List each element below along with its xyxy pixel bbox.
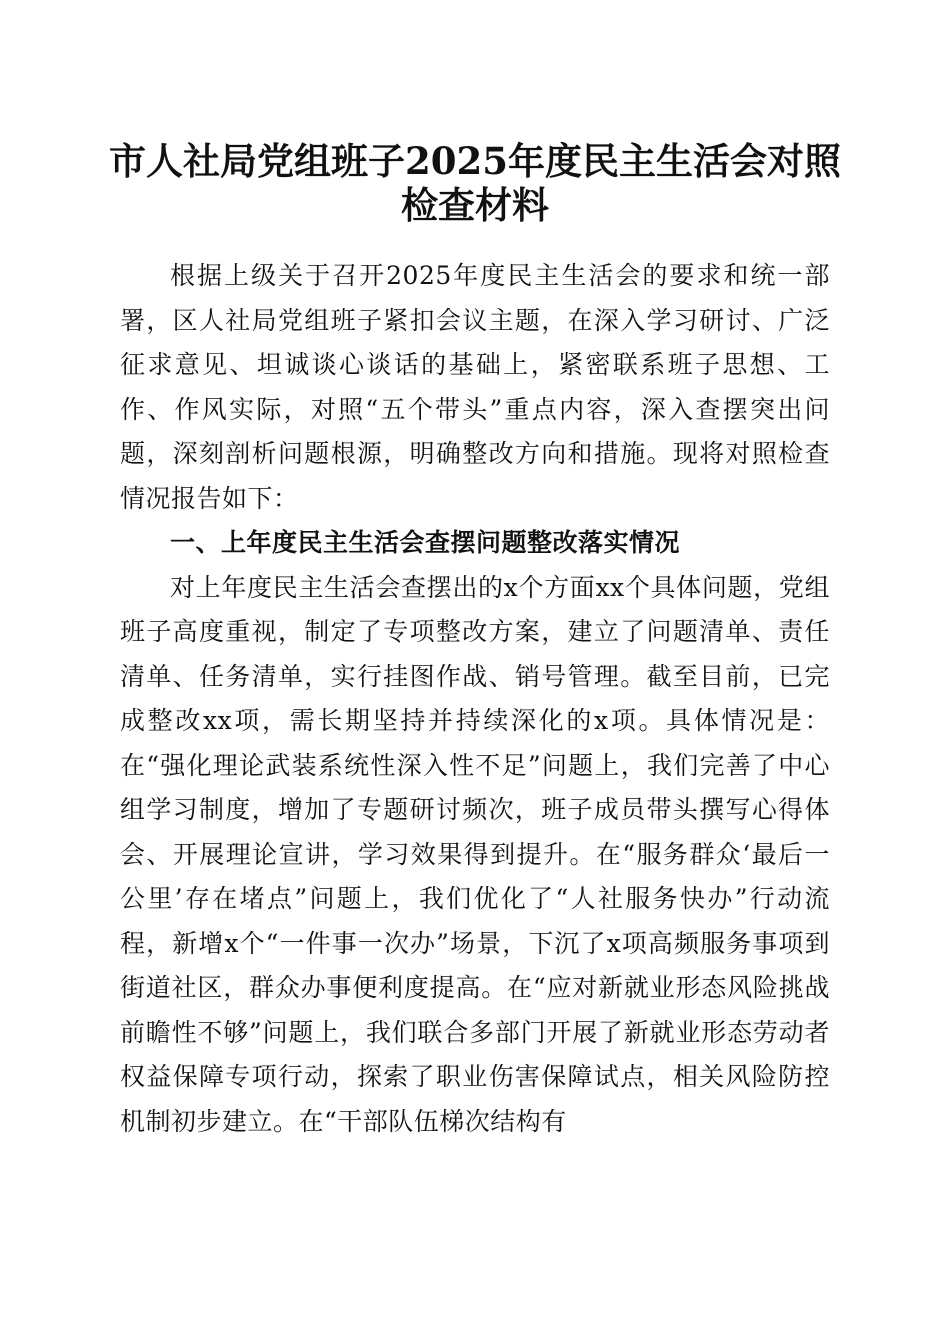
section-1-heading: 一、上年度民主生活会查摆问题整改落实情况 — [170, 528, 681, 557]
intro-paragraph: 根据上级关于召开2025年度民主生活会的要求和统一部署，区人社局党组班子紧扣会议主题，在深入学习研讨、广泛征求意见、坦诚谈心谈话的基础上，紧密联系班子思想、工作、作风实际，对照“五个带头”重点内容，深入查摆突出问题，深刻剖析问题根源，明确整改方向和措施。现将对照检查情况报告如下： — [120, 261, 830, 513]
document-title-line-1: 市人社局党组班子2025年度民主生活会对照 — [109, 139, 841, 183]
document-title-line-2: 检查材料 — [401, 183, 549, 227]
document-body — [120, 254, 830, 1144]
section-1-paragraph: 对上年度民主生活会查摆出的x个方面xx个具体问题，党组班子高度重视，制定了专项整改方案，建立了问题清单、责任清单、任务清单，实行挂图作战、销号管理。截至目前，已完成整改xx项，需长期坚持并持续深化的x项。具体情况是：在“强化理论武装系统性深入性不足”问题上，我们完善了中心组学习制度，增加了专题研讨频次，班子成员带头撰写心得体会、开展理论宣讲，学习效果得到提升。在“服务群众‘最后一公里’存在堵点”问题上，我们优化了“人社服务快办”行动流程，新增x个“一件事一次办”场景，下沉了x项高频服务事项到街道社区，群众办事便利度提高。在“应对新就业形态风险挑战前瞻性不够”问题上，我们联合多部门开展了新就业形态劳动者权益保障专项行动，探索了职业伤害保障试点，相关风险防控机制初步建立。在“干部队伍梯次结构有 — [120, 572, 830, 1136]
